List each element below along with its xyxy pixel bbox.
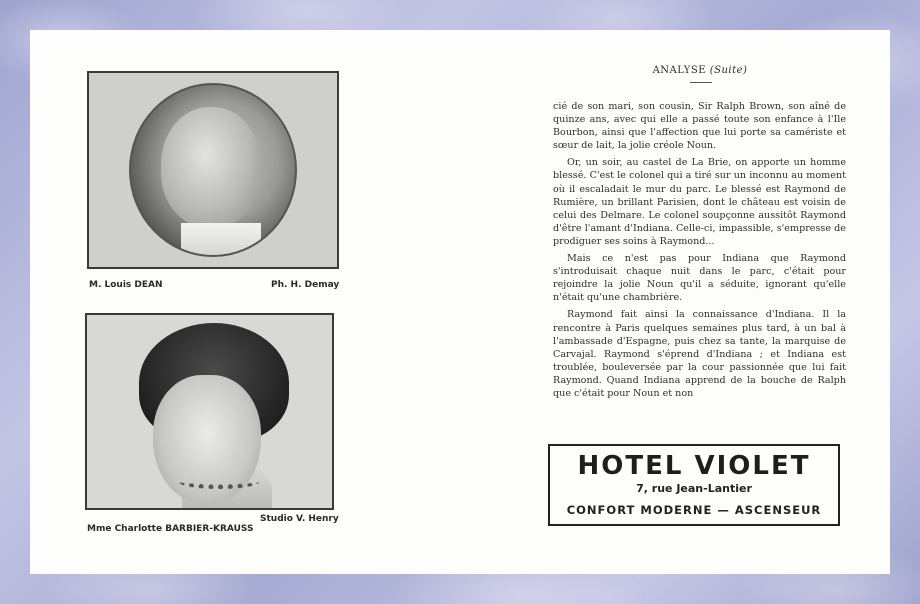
portrait-collar — [181, 223, 261, 257]
portrait-photo-louis-dean — [87, 71, 339, 269]
ad-tagline: CONFORT MODERNE — ASCENSEUR — [566, 503, 822, 517]
paragraph-4: Raymond fait ainsi la connaissance d'Indiana. Il la rencontre à Paris quelques semaines plus tard, à un bal à l'ambassade d'Espagne, puis chez sa tante, la marquise de Carvajal. Raymond s'éprend d'Indiana ; et Indiana est troublée, bouleversée par la cour passionnée que lui fait Raymond. Quand Indiana apprend de la bouche de Ralph que c'était pour Noun et non — [553, 309, 846, 399]
paragraph-3: Mais ce n'est pas pour Indiana que Raymond s'introduisait chaque nuit dans le parc, c'était pour rejoindre la jolie Noun qu'il a séduite, ignorant qu'elle n'était qu'une chambrière. — [553, 253, 846, 304]
paragraph-2: Or, un soir, au castel de La Brie, on apporte un homme blessé. C'est le colonel qui a tiré sur un inconnu au moment où il escaladait le mur du parc. Le blessé est Raymond de Rumière, un brillant Parisien, dont le château est voisin de celui des Delmare. Le colonel soupçonne aussitôt Raymond d'être l'amant d'Indiana. Celle-ci, impassible, s'empresse de prodiguer ses soins à Raymond... — [553, 157, 846, 247]
section-heading — [590, 65, 810, 76]
caption-credit-2: Studio V. Henry — [260, 514, 339, 524]
heading-text: ANALYSE — [652, 65, 707, 76]
heading-rule — [690, 82, 712, 83]
analysis-text — [553, 100, 846, 404]
caption-name-1: M. Louis DEAN — [89, 280, 163, 290]
portrait-necklace — [179, 475, 259, 489]
paragraph-1: cié de son mari, son cousin, Sir Ralph Brown, son aîné de quinze ans, avec qui elle a passé toute son enfance à l'Ile Bourbon, ainsi que l'affection que lui porte sa camériste et sœur de lait, la jolie créole Noun. — [553, 101, 846, 152]
oval-portrait-frame — [129, 83, 297, 257]
caption-credit-1: Ph. H. Demay — [271, 280, 340, 290]
hotel-advertisement — [548, 444, 840, 526]
caption-name-2: Mme Charlotte BARBIER-KRAUSS — [87, 524, 254, 534]
ad-hotel-name: HOTEL VIOLET — [577, 451, 811, 481]
portrait-photo-charlotte-barbier-krauss — [85, 313, 334, 510]
ad-address: 7, rue Jean-Lantier — [636, 482, 752, 495]
portrait-face — [161, 107, 261, 227]
program-page-spread — [30, 30, 890, 574]
heading-suffix: (Suite) — [709, 65, 748, 76]
